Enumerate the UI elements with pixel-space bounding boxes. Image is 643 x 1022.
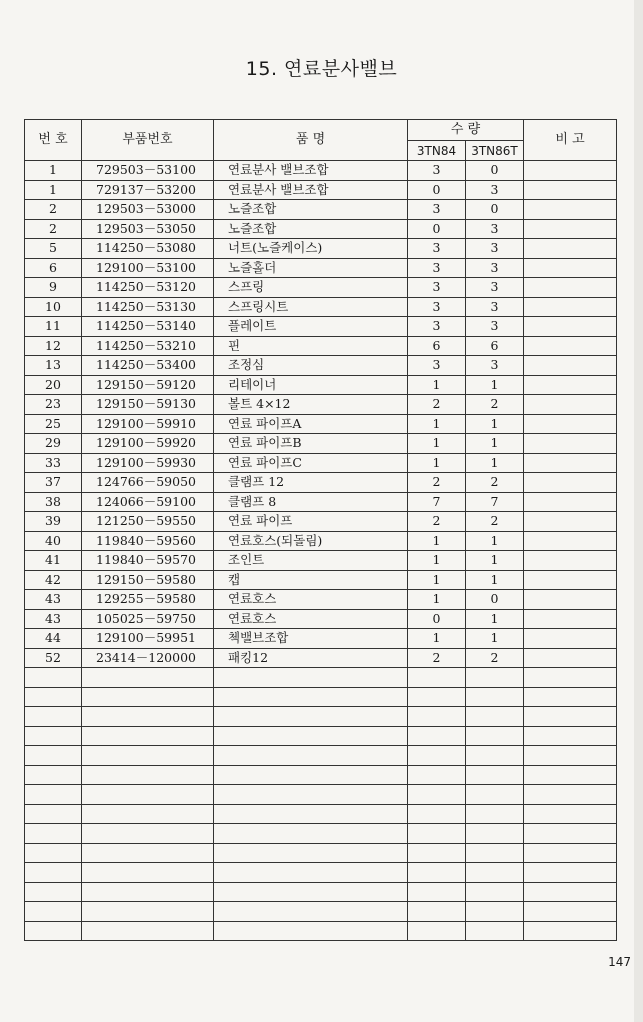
cell-qty-3tn86t: 2	[466, 395, 524, 415]
cell-name	[214, 921, 408, 941]
cell-name: 클램프 8	[214, 492, 408, 512]
table-row	[25, 629, 617, 649]
cell-qty-3tn86t: 0	[466, 161, 524, 181]
table-row	[25, 843, 617, 863]
header-remarks: 비 고	[524, 120, 617, 161]
cell-qty-3tn84	[408, 843, 466, 863]
cell-remarks	[524, 687, 617, 707]
cell-name: 클램프 12	[214, 473, 408, 493]
cell-qty-3tn84: 0	[408, 609, 466, 629]
cell-remarks	[524, 297, 617, 317]
cell-part-no: 129255－59580	[82, 590, 214, 610]
cell-name	[214, 707, 408, 727]
table-row	[25, 434, 617, 454]
cell-part-no	[82, 843, 214, 863]
cell-name	[214, 668, 408, 688]
cell-name: 연료호스	[214, 609, 408, 629]
cell-qty-3tn86t: 1	[466, 531, 524, 551]
cell-no	[25, 804, 82, 824]
cell-no: 41	[25, 551, 82, 571]
cell-qty-3tn86t: 6	[466, 336, 524, 356]
cell-part-no: 23414－120000	[82, 648, 214, 668]
table-row	[25, 317, 617, 337]
parts-table	[24, 119, 617, 941]
cell-name: 조인트	[214, 551, 408, 571]
cell-part-no: 105025－59750	[82, 609, 214, 629]
cell-qty-3tn86t	[466, 902, 524, 922]
cell-qty-3tn86t: 1	[466, 629, 524, 649]
cell-part-no	[82, 921, 214, 941]
cell-qty-3tn84: 2	[408, 473, 466, 493]
cell-no: 13	[25, 356, 82, 376]
cell-part-no	[82, 882, 214, 902]
cell-no: 10	[25, 297, 82, 317]
cell-qty-3tn84: 7	[408, 492, 466, 512]
cell-no	[25, 668, 82, 688]
cell-qty-3tn84	[408, 804, 466, 824]
cell-qty-3tn84	[408, 863, 466, 883]
cell-qty-3tn84: 0	[408, 180, 466, 200]
table-row	[25, 453, 617, 473]
cell-qty-3tn84: 6	[408, 336, 466, 356]
cell-qty-3tn86t	[466, 804, 524, 824]
cell-name: 핀	[214, 336, 408, 356]
cell-remarks	[524, 863, 617, 883]
cell-name: 리테이너	[214, 375, 408, 395]
cell-no	[25, 882, 82, 902]
cell-qty-3tn84	[408, 921, 466, 941]
table-row	[25, 336, 617, 356]
cell-qty-3tn86t	[466, 882, 524, 902]
cell-qty-3tn86t	[466, 843, 524, 863]
cell-no: 39	[25, 512, 82, 532]
cell-part-no: 129503－53000	[82, 200, 214, 220]
cell-qty-3tn86t	[466, 726, 524, 746]
cell-remarks	[524, 180, 617, 200]
cell-remarks	[524, 200, 617, 220]
cell-name: 조정심	[214, 356, 408, 376]
cell-part-no	[82, 765, 214, 785]
table-row	[25, 512, 617, 532]
cell-part-no: 124766－59050	[82, 473, 214, 493]
cell-name	[214, 843, 408, 863]
cell-qty-3tn84	[408, 882, 466, 902]
cell-qty-3tn86t	[466, 668, 524, 688]
cell-qty-3tn86t: 1	[466, 434, 524, 454]
cell-no: 9	[25, 278, 82, 298]
cell-qty-3tn84: 1	[408, 590, 466, 610]
cell-no	[25, 765, 82, 785]
cell-qty-3tn84: 0	[408, 219, 466, 239]
table-row	[25, 395, 617, 415]
table-row	[25, 765, 617, 785]
cell-no: 43	[25, 590, 82, 610]
table-row	[25, 531, 617, 551]
table-row	[25, 161, 617, 181]
cell-no: 25	[25, 414, 82, 434]
cell-qty-3tn86t: 1	[466, 570, 524, 590]
cell-qty-3tn84: 3	[408, 200, 466, 220]
cell-part-no: 129100－53100	[82, 258, 214, 278]
cell-part-no: 129100－59930	[82, 453, 214, 473]
cell-qty-3tn84: 1	[408, 531, 466, 551]
cell-no: 52	[25, 648, 82, 668]
cell-qty-3tn84: 3	[408, 258, 466, 278]
cell-no: 12	[25, 336, 82, 356]
cell-part-no: 129100－59951	[82, 629, 214, 649]
cell-part-no	[82, 687, 214, 707]
cell-remarks	[524, 473, 617, 493]
cell-remarks	[524, 453, 617, 473]
cell-part-no: 129100－59910	[82, 414, 214, 434]
cell-part-no: 129150－59130	[82, 395, 214, 415]
cell-qty-3tn84	[408, 726, 466, 746]
table-row	[25, 590, 617, 610]
cell-remarks	[524, 219, 617, 239]
cell-qty-3tn84: 1	[408, 629, 466, 649]
cell-no: 5	[25, 239, 82, 259]
page-title: 15. 연료분사밸브	[245, 58, 398, 80]
cell-no: 2	[25, 219, 82, 239]
table-row	[25, 882, 617, 902]
cell-no	[25, 726, 82, 746]
cell-remarks	[524, 414, 617, 434]
cell-name	[214, 902, 408, 922]
cell-qty-3tn84	[408, 707, 466, 727]
cell-name: 노즐조합	[214, 219, 408, 239]
cell-remarks	[524, 785, 617, 805]
cell-name: 연료호스	[214, 590, 408, 610]
cell-remarks	[524, 765, 617, 785]
cell-name	[214, 863, 408, 883]
cell-part-no: 114250－53130	[82, 297, 214, 317]
cell-part-no	[82, 785, 214, 805]
cell-part-no: 129150－59580	[82, 570, 214, 590]
cell-part-no	[82, 902, 214, 922]
cell-part-no	[82, 824, 214, 844]
cell-qty-3tn86t: 1	[466, 551, 524, 571]
cell-part-no: 114250－53140	[82, 317, 214, 337]
cell-qty-3tn84: 1	[408, 375, 466, 395]
table-row	[25, 707, 617, 727]
cell-remarks	[524, 902, 617, 922]
header-qty-3tn86t: 3TN86T	[466, 141, 524, 161]
cell-part-no: 119840－59560	[82, 531, 214, 551]
cell-name: 연료분사 밸브조합	[214, 161, 408, 181]
cell-remarks	[524, 804, 617, 824]
header-no: 번 호	[25, 120, 82, 161]
cell-qty-3tn86t: 0	[466, 590, 524, 610]
cell-no: 1	[25, 180, 82, 200]
cell-qty-3tn86t	[466, 863, 524, 883]
cell-name: 노즐홀더	[214, 258, 408, 278]
cell-part-no: 119840－59570	[82, 551, 214, 571]
cell-qty-3tn84: 1	[408, 570, 466, 590]
cell-remarks	[524, 570, 617, 590]
cell-qty-3tn84	[408, 746, 466, 766]
cell-qty-3tn86t	[466, 824, 524, 844]
cell-no: 20	[25, 375, 82, 395]
cell-part-no: 129150－59120	[82, 375, 214, 395]
cell-no: 6	[25, 258, 82, 278]
cell-name: 연료호스(되돌림)	[214, 531, 408, 551]
cell-qty-3tn84: 1	[408, 551, 466, 571]
cell-name: 스프링	[214, 278, 408, 298]
table-row	[25, 746, 617, 766]
cell-no: 29	[25, 434, 82, 454]
cell-name	[214, 882, 408, 902]
cell-part-no: 129503－53050	[82, 219, 214, 239]
table-row	[25, 551, 617, 571]
cell-remarks	[524, 824, 617, 844]
cell-name: 연료 파이프	[214, 512, 408, 532]
cell-qty-3tn86t: 7	[466, 492, 524, 512]
cell-remarks	[524, 375, 617, 395]
cell-no: 38	[25, 492, 82, 512]
cell-remarks	[524, 317, 617, 337]
cell-remarks	[524, 336, 617, 356]
cell-qty-3tn84: 3	[408, 297, 466, 317]
cell-qty-3tn84	[408, 668, 466, 688]
page-number: 147	[608, 955, 631, 969]
cell-qty-3tn84: 3	[408, 317, 466, 337]
cell-no	[25, 687, 82, 707]
cell-remarks	[524, 707, 617, 727]
cell-no: 37	[25, 473, 82, 493]
header-qty: 수 량	[408, 120, 524, 141]
table-row	[25, 219, 617, 239]
cell-no: 2	[25, 200, 82, 220]
cell-remarks	[524, 921, 617, 941]
table-row	[25, 375, 617, 395]
table-row	[25, 609, 617, 629]
cell-qty-3tn86t	[466, 687, 524, 707]
cell-qty-3tn86t: 3	[466, 219, 524, 239]
cell-remarks	[524, 726, 617, 746]
cell-remarks	[524, 629, 617, 649]
cell-name: 연료 파이프C	[214, 453, 408, 473]
cell-qty-3tn86t: 2	[466, 648, 524, 668]
table-row	[25, 804, 617, 824]
cell-qty-3tn84	[408, 902, 466, 922]
table-row	[25, 356, 617, 376]
cell-remarks	[524, 648, 617, 668]
cell-no	[25, 863, 82, 883]
cell-name: 연료 파이프B	[214, 434, 408, 454]
cell-name: 플레이트	[214, 317, 408, 337]
cell-no: 33	[25, 453, 82, 473]
cell-name: 스프링시트	[214, 297, 408, 317]
cell-name	[214, 726, 408, 746]
cell-no: 1	[25, 161, 82, 181]
cell-name: 첵밸브조합	[214, 629, 408, 649]
cell-remarks	[524, 278, 617, 298]
cell-qty-3tn86t: 3	[466, 180, 524, 200]
table-row	[25, 921, 617, 941]
cell-remarks	[524, 590, 617, 610]
cell-qty-3tn84: 1	[408, 414, 466, 434]
cell-name: 패킹12	[214, 648, 408, 668]
table-row	[25, 297, 617, 317]
cell-qty-3tn84: 2	[408, 512, 466, 532]
cell-qty-3tn86t: 1	[466, 414, 524, 434]
table-row	[25, 863, 617, 883]
cell-qty-3tn86t: 2	[466, 473, 524, 493]
cell-qty-3tn86t: 1	[466, 375, 524, 395]
cell-no: 43	[25, 609, 82, 629]
cell-no: 23	[25, 395, 82, 415]
cell-qty-3tn86t	[466, 921, 524, 941]
cell-qty-3tn84	[408, 785, 466, 805]
cell-qty-3tn86t: 3	[466, 356, 524, 376]
cell-remarks	[524, 434, 617, 454]
cell-part-no: 129100－59920	[82, 434, 214, 454]
cell-remarks	[524, 551, 617, 571]
cell-name	[214, 687, 408, 707]
cell-remarks	[524, 531, 617, 551]
cell-part-no	[82, 707, 214, 727]
cell-name: 노즐조합	[214, 200, 408, 220]
table-row	[25, 180, 617, 200]
cell-qty-3tn86t: 3	[466, 239, 524, 259]
cell-remarks	[524, 668, 617, 688]
cell-no	[25, 746, 82, 766]
cell-part-no	[82, 668, 214, 688]
cell-no: 11	[25, 317, 82, 337]
cell-name: 캡	[214, 570, 408, 590]
cell-qty-3tn84	[408, 824, 466, 844]
cell-remarks	[524, 746, 617, 766]
cell-qty-3tn86t: 3	[466, 317, 524, 337]
table-row	[25, 824, 617, 844]
cell-qty-3tn84: 3	[408, 161, 466, 181]
cell-no	[25, 785, 82, 805]
cell-qty-3tn86t: 1	[466, 453, 524, 473]
cell-name	[214, 804, 408, 824]
cell-no: 44	[25, 629, 82, 649]
cell-qty-3tn84: 1	[408, 434, 466, 454]
cell-qty-3tn84: 2	[408, 648, 466, 668]
cell-qty-3tn84: 3	[408, 278, 466, 298]
cell-part-no: 124066－59100	[82, 492, 214, 512]
cell-name	[214, 824, 408, 844]
table-row	[25, 902, 617, 922]
cell-remarks	[524, 258, 617, 278]
table-row	[25, 785, 617, 805]
cell-name: 볼트 4×12	[214, 395, 408, 415]
table-row	[25, 258, 617, 278]
cell-qty-3tn86t: 3	[466, 278, 524, 298]
cell-name: 연료분사 밸브조합	[214, 180, 408, 200]
cell-qty-3tn86t: 1	[466, 609, 524, 629]
table-row	[25, 239, 617, 259]
cell-name	[214, 746, 408, 766]
cell-qty-3tn86t	[466, 707, 524, 727]
table-row	[25, 648, 617, 668]
cell-qty-3tn86t	[466, 785, 524, 805]
header-part-no: 부품번호	[82, 120, 214, 161]
cell-no	[25, 843, 82, 863]
cell-qty-3tn84	[408, 765, 466, 785]
cell-name: 너트(노즐케이스)	[214, 239, 408, 259]
cell-part-no: 114250－53080	[82, 239, 214, 259]
table-row	[25, 200, 617, 220]
cell-name	[214, 765, 408, 785]
table-row	[25, 278, 617, 298]
cell-remarks	[524, 492, 617, 512]
cell-part-no: 114250－53210	[82, 336, 214, 356]
page-edge	[634, 0, 643, 1022]
cell-qty-3tn84	[408, 687, 466, 707]
table-row	[25, 473, 617, 493]
cell-part-no: 729503－53100	[82, 161, 214, 181]
table-row	[25, 492, 617, 512]
header-name: 품 명	[214, 120, 408, 161]
cell-qty-3tn84: 2	[408, 395, 466, 415]
cell-qty-3tn86t: 3	[466, 297, 524, 317]
cell-part-no: 114250－53400	[82, 356, 214, 376]
cell-remarks	[524, 512, 617, 532]
header-qty-3tn84: 3TN84	[408, 141, 466, 161]
cell-part-no: 114250－53120	[82, 278, 214, 298]
cell-name	[214, 785, 408, 805]
cell-qty-3tn86t: 0	[466, 200, 524, 220]
cell-qty-3tn86t	[466, 765, 524, 785]
cell-qty-3tn84: 3	[408, 239, 466, 259]
cell-no: 40	[25, 531, 82, 551]
cell-remarks	[524, 882, 617, 902]
cell-qty-3tn86t	[466, 746, 524, 766]
cell-qty-3tn84: 3	[408, 356, 466, 376]
cell-qty-3tn86t: 3	[466, 258, 524, 278]
table-row	[25, 570, 617, 590]
cell-remarks	[524, 239, 617, 259]
cell-qty-3tn84: 1	[408, 453, 466, 473]
cell-no	[25, 707, 82, 727]
table-row	[25, 687, 617, 707]
table-row	[25, 726, 617, 746]
cell-name: 연료 파이프A	[214, 414, 408, 434]
cell-part-no: 121250－59550	[82, 512, 214, 532]
cell-no	[25, 902, 82, 922]
cell-part-no	[82, 746, 214, 766]
cell-part-no	[82, 804, 214, 824]
cell-no	[25, 824, 82, 844]
cell-part-no	[82, 863, 214, 883]
cell-qty-3tn86t: 2	[466, 512, 524, 532]
cell-part-no	[82, 726, 214, 746]
cell-remarks	[524, 609, 617, 629]
cell-remarks	[524, 161, 617, 181]
cell-remarks	[524, 356, 617, 376]
cell-no	[25, 921, 82, 941]
cell-remarks	[524, 395, 617, 415]
table-row	[25, 414, 617, 434]
table-row	[25, 668, 617, 688]
cell-part-no: 729137－53200	[82, 180, 214, 200]
cell-no: 42	[25, 570, 82, 590]
cell-remarks	[524, 843, 617, 863]
